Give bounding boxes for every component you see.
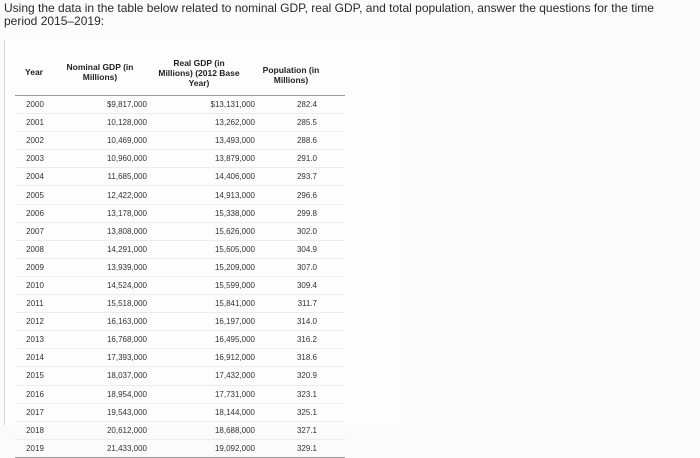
cell-year: 2018 (26, 425, 44, 435)
cell-nominal-gdp: 11,685,000 (107, 172, 147, 182)
cell-year: 2012 (26, 317, 44, 327)
cell-population: 288.6 (296, 136, 317, 146)
cell-year: 2016 (26, 389, 44, 399)
gdp-table (4, 40, 401, 453)
table-row (15, 204, 345, 222)
header-nominal-gdp: Nominal GDP (in Millions) (66, 62, 134, 82)
cell-real-gdp: 15,605,000 (214, 244, 255, 254)
cell-nominal-gdp: 10,469,000 (106, 136, 147, 146)
cell-nominal-gdp: 16,163,000 (106, 317, 147, 327)
cell-real-gdp: 16,912,000 (214, 353, 255, 363)
table-row (15, 113, 345, 131)
cell-year: 2006 (26, 208, 44, 218)
cell-population: 304.9 (296, 244, 317, 254)
cell-population: 320.9 (296, 371, 317, 381)
cell-population: 325.1 (296, 407, 317, 417)
cell-nominal-gdp: 10,128,000 (106, 118, 147, 128)
table-row (15, 366, 345, 384)
table-row (15, 131, 345, 149)
cell-year: 2010 (26, 280, 44, 290)
cell-population: 327.1 (296, 425, 317, 435)
cell-year: 2005 (26, 190, 44, 200)
cell-real-gdp: 19,092,000 (214, 443, 255, 453)
cell-nominal-gdp: 20,612,000 (106, 425, 147, 435)
cell-year: 2017 (26, 407, 44, 417)
cell-real-gdp: 17,432,000 (214, 371, 255, 381)
cell-year: 2004 (26, 172, 44, 182)
cell-population: 307.0 (296, 262, 317, 272)
cell-real-gdp: $13,131,000 (210, 100, 255, 110)
cell-real-gdp: 15,626,000 (214, 226, 255, 236)
cell-year: 2002 (26, 136, 44, 146)
table-row (15, 348, 345, 366)
cell-nominal-gdp: 13,808,000 (106, 226, 147, 236)
cell-real-gdp: 14,913,000 (214, 190, 255, 200)
cell-population: 316.2 (296, 335, 317, 345)
cell-nominal-gdp: 13,178,000 (106, 208, 147, 218)
cell-population: 314.0 (296, 317, 317, 327)
cell-real-gdp: 18,144,000 (214, 407, 255, 417)
cell-real-gdp: 14,406,000 (214, 172, 255, 182)
cell-population: 329.1 (296, 443, 317, 453)
table-row (15, 167, 345, 185)
cell-real-gdp: 15,841,000 (214, 299, 255, 309)
cell-nominal-gdp: 18,037,000 (106, 371, 147, 381)
table-row (15, 185, 345, 203)
cell-real-gdp: 13,879,000 (214, 154, 255, 164)
cell-population: 309.4 (296, 280, 317, 290)
table-row (15, 95, 345, 113)
cell-real-gdp: 16,495,000 (214, 335, 255, 345)
cell-nominal-gdp: 10,960,000 (106, 154, 147, 164)
table-row (15, 330, 345, 348)
cell-real-gdp: 13,493,000 (214, 136, 255, 146)
cell-population: 311.7 (297, 299, 317, 309)
table-row (15, 421, 345, 439)
cell-population: 296.6 (296, 190, 317, 200)
header-year: Year (25, 67, 43, 77)
cell-nominal-gdp: 14,291,000 (106, 244, 147, 254)
cell-population: 318.6 (296, 353, 317, 363)
cell-nominal-gdp: 18,954,000 (106, 389, 147, 399)
table-row (15, 240, 345, 258)
cell-nominal-gdp: $9,817,000 (106, 100, 147, 110)
table-body (15, 95, 345, 458)
cell-nominal-gdp: 17,393,000 (106, 353, 147, 363)
table-row (15, 294, 345, 312)
cell-population: 291.0 (296, 154, 317, 164)
table-row (15, 403, 345, 421)
table-row (15, 439, 345, 458)
table-row (15, 258, 345, 276)
cell-nominal-gdp: 19,543,000 (106, 407, 147, 417)
cell-population: 302.0 (296, 226, 317, 236)
cell-year: 2019 (26, 443, 44, 453)
cell-year: 2008 (26, 244, 44, 254)
cell-population: 299.8 (296, 208, 317, 218)
cell-real-gdp: 15,209,000 (214, 262, 255, 272)
cell-real-gdp: 16,197,000 (214, 317, 255, 327)
cell-year: 2003 (26, 154, 44, 164)
cell-year: 2001 (26, 118, 44, 128)
cell-population: 285.5 (296, 118, 317, 128)
cell-year: 2009 (26, 262, 44, 272)
cell-nominal-gdp: 14,524,000 (106, 280, 147, 290)
cell-population: 293.7 (296, 172, 317, 182)
cell-real-gdp: 15,599,000 (214, 280, 255, 290)
cell-year: 2013 (26, 335, 44, 345)
table-row (15, 222, 345, 240)
cell-nominal-gdp: 12,422,000 (106, 190, 147, 200)
cell-year: 2007 (26, 226, 44, 236)
header-real-gdp: Real GDP (in Millions) (2012 Base Year) (158, 58, 240, 88)
cell-real-gdp: 15,338,000 (214, 208, 255, 218)
table-row (15, 149, 345, 167)
cell-year: 2014 (26, 353, 44, 363)
cell-year: 2000 (26, 100, 44, 110)
cell-year: 2015 (26, 371, 44, 381)
cell-real-gdp: 13,262,000 (214, 118, 255, 128)
cell-nominal-gdp: 13,939,000 (106, 262, 147, 272)
cell-population: 282.4 (296, 100, 317, 110)
header-population: Population (in Millions) (262, 65, 320, 85)
question-text: Using the data in the table below related to nominal GDP, real GDP, and total population, answer the questions for the time period 2015–2019: (4, 1, 654, 28)
cell-year: 2011 (26, 299, 44, 309)
cell-nominal-gdp: 15,518,000 (106, 299, 147, 309)
table-row (15, 385, 345, 403)
cell-nominal-gdp: 16,768,000 (106, 335, 147, 345)
cell-population: 323.1 (296, 389, 317, 399)
cell-nominal-gdp: 21,433,000 (106, 443, 147, 453)
cell-real-gdp: 18,688,000 (214, 425, 255, 435)
table-row (15, 312, 345, 330)
cell-real-gdp: 17,731,000 (214, 389, 255, 399)
table-row (15, 276, 345, 294)
